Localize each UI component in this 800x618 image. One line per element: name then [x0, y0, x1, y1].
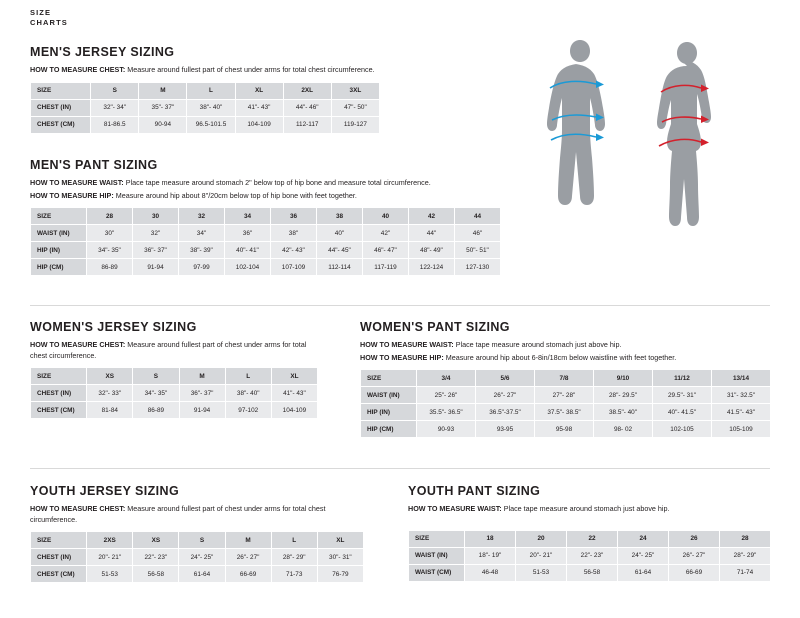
table-cell: 104-109 [271, 402, 317, 419]
table-cell: 34"- 35" [133, 385, 179, 402]
table-column-header: 44 [455, 208, 501, 225]
table-cell: 90-93 [417, 421, 476, 438]
table-cell: 66-69 [669, 564, 720, 581]
table-column-header: 28 [87, 208, 133, 225]
table-cell: 56-58 [567, 564, 618, 581]
table-cell: 46" [455, 225, 501, 242]
table-column-header: 42 [409, 208, 455, 225]
table-cell: 81-86.5 [91, 116, 139, 133]
table-header-row [361, 370, 771, 387]
howto-text: Measure around fullest part of chest under arms for total chest circumference. [30, 340, 307, 360]
section-youth-jersey-sizing [30, 484, 370, 583]
table-column-header: 2XS [87, 532, 133, 549]
table-cell: 95-98 [535, 421, 594, 438]
table-row [31, 116, 380, 133]
table-cell: 41.5"- 43" [712, 404, 771, 421]
table-row-header: CHEST (CM) [31, 402, 87, 419]
table-column-header: L [187, 82, 235, 99]
table-cell: 51-53 [516, 564, 567, 581]
table-row-header: HIP (CM) [31, 259, 87, 276]
table-cell: 98- 02 [594, 421, 653, 438]
howto-label: HOW TO MEASURE HIP: [360, 352, 444, 362]
howto-label: HOW TO MEASURE WAIST: [408, 504, 502, 513]
table-cell: 30" [87, 225, 133, 242]
male-body-diagram [547, 40, 605, 205]
howto-text: Place tape measure around stomach just above hip. [501, 504, 670, 513]
table-cell: 31"- 32.5" [712, 387, 771, 404]
table-cell: 40"- 41" [225, 242, 271, 259]
table-column-header: XL [317, 532, 363, 549]
table-column-header: 7/8 [535, 370, 594, 387]
table-row-header: WAIST (IN) [31, 225, 87, 242]
table-row-header: WAIST (IN) [409, 547, 465, 564]
table-row-header: HIP (CM) [361, 421, 417, 438]
table-column-header: 28 [720, 530, 771, 547]
table-cell: 38" [271, 225, 317, 242]
table-header-row [31, 532, 364, 549]
howto-label: HOW TO MEASURE CHEST: [30, 340, 126, 349]
section-mens-pant-sizing [30, 158, 530, 276]
table-cell: 32"- 34" [91, 99, 139, 116]
table-header-row [409, 530, 771, 547]
table-column-header: 32 [179, 208, 225, 225]
table-cell: 36"- 37" [179, 385, 225, 402]
table-cell: 36" [225, 225, 271, 242]
mens-pant-table [30, 207, 501, 276]
table-cell: 28"- 29.5" [594, 387, 653, 404]
table-cell: 44" [409, 225, 455, 242]
table-cell: 97-102 [225, 402, 271, 419]
table-cell: 51-53 [87, 566, 133, 583]
section-womens-pant-sizing [360, 320, 770, 438]
section-heading: MEN'S PANT SIZING [30, 158, 158, 172]
table-column-header: 36 [271, 208, 317, 225]
table-column-header: XS [133, 532, 179, 549]
table-cell: 46-48 [465, 564, 516, 581]
table-cell: 30"- 31" [317, 549, 363, 566]
male-chest-arrowhead [596, 81, 604, 89]
table-cell: 86-89 [87, 259, 133, 276]
table-cell: 44"- 46" [283, 99, 331, 116]
table-row [31, 549, 364, 566]
table-column-header: 3XL [331, 82, 379, 99]
table-cell: 37.5"- 38.5" [535, 404, 594, 421]
page-title [30, 8, 68, 28]
table-row [361, 387, 771, 404]
table-cell: 27"- 28" [535, 387, 594, 404]
table-cell: 119-127 [331, 116, 379, 133]
howto-measure-waist [408, 504, 770, 515]
howto-label: HOW TO MEASURE CHEST: [30, 504, 126, 513]
table-column-header: 40 [363, 208, 409, 225]
table-row [31, 385, 318, 402]
table-cell: 26"- 27" [225, 549, 271, 566]
table-cell: 105-109 [712, 421, 771, 438]
table-cell: 29.5"- 31" [653, 387, 712, 404]
table-cell: 48"- 49" [409, 242, 455, 259]
table-cell: 42"- 43" [271, 242, 317, 259]
section-heading: WOMEN'S JERSEY SIZING [30, 320, 197, 334]
table-row [361, 421, 771, 438]
table-row-header: WAIST (CM) [409, 564, 465, 581]
section-womens-jersey-sizing [30, 320, 330, 419]
table-row [409, 547, 771, 564]
table-cell: 71-74 [720, 564, 771, 581]
youth-jersey-table [30, 531, 364, 583]
table-cell: 71-73 [271, 566, 317, 583]
table-cell: 34" [179, 225, 225, 242]
table-column-header: 34 [225, 208, 271, 225]
table-cell: 56-58 [133, 566, 179, 583]
howto-text: Place tape measure around stomach 2" below top of hip bone and measure total circumference. [123, 178, 431, 187]
table-cell: 112-117 [283, 116, 331, 133]
table-corner-label: SIZE [31, 82, 91, 99]
table-cell: 90-94 [139, 116, 187, 133]
table-column-header: L [225, 368, 271, 385]
table-column-header: M [179, 368, 225, 385]
table-cell: 20"- 21" [87, 549, 133, 566]
howto-text: Measure around hip about 8"/20cm below top of hip bone with feet together. [113, 190, 357, 200]
section-heading: MEN'S JERSEY SIZING [30, 45, 175, 59]
table-cell: 112-114 [317, 259, 363, 276]
table-cell: 66-69 [225, 566, 271, 583]
table-cell: 38"- 40" [187, 99, 235, 116]
table-cell: 40"- 41.5" [653, 404, 712, 421]
section-heading: YOUTH JERSEY SIZING [30, 484, 180, 498]
table-column-header: 24 [618, 530, 669, 547]
table-column-header: 22 [567, 530, 618, 547]
howto-text: Measure around fullest part of chest under arms for total chest circumference. [30, 504, 326, 524]
table-column-header: XS [87, 368, 133, 385]
table-column-header: L [271, 532, 317, 549]
table-column-header: M [139, 82, 187, 99]
table-corner-label: SIZE [409, 530, 465, 547]
howto-measure-waist [360, 340, 770, 351]
table-cell: 102-105 [653, 421, 712, 438]
section-divider [30, 305, 770, 306]
table-cell: 22"- 23" [133, 549, 179, 566]
section-youth-pant-sizing [408, 484, 770, 582]
table-cell: 24"- 25" [618, 547, 669, 564]
section-heading: WOMEN'S PANT SIZING [360, 320, 510, 334]
table-cell: 42" [363, 225, 409, 242]
youth-pant-table [408, 530, 771, 582]
table-cell: 117-119 [363, 259, 409, 276]
table-column-header: S [179, 532, 225, 549]
table-column-header: 20 [516, 530, 567, 547]
table-cell: 41"- 43" [271, 385, 317, 402]
table-cell: 25"- 26" [417, 387, 476, 404]
table-cell: 22"- 23" [567, 547, 618, 564]
howto-label: HOW TO MEASURE WAIST: [30, 178, 124, 187]
table-cell: 32" [133, 225, 179, 242]
section-divider [30, 468, 770, 469]
table-row [409, 564, 771, 581]
howto-measure-chest [30, 340, 312, 361]
mens-jersey-table [30, 82, 380, 134]
table-row [31, 402, 318, 419]
table-column-header: S [91, 82, 139, 99]
table-header-row [31, 368, 318, 385]
howto-measure-hip [30, 191, 530, 202]
table-cell: 93-95 [476, 421, 535, 438]
howto-measure-waist [30, 178, 530, 189]
table-row [31, 566, 364, 583]
table-column-header: 5/6 [476, 370, 535, 387]
howto-measure-chest [30, 504, 362, 525]
table-corner-label: SIZE [31, 208, 87, 225]
table-row-header: HIP (IN) [31, 242, 87, 259]
table-row-header: CHEST (IN) [31, 99, 91, 116]
table-cell: 38.5"- 40" [594, 404, 653, 421]
womens-pant-table [360, 369, 771, 438]
table-column-header: 13/14 [712, 370, 771, 387]
table-header-row [31, 208, 501, 225]
table-column-header: 2XL [283, 82, 331, 99]
table-column-header: 38 [317, 208, 363, 225]
page-title-line1: SIZE [30, 8, 52, 17]
table-cell: 91-94 [179, 402, 225, 419]
table-row [31, 99, 380, 116]
howto-label: HOW TO MEASURE HIP: [30, 190, 114, 200]
section-heading: YOUTH PANT SIZING [408, 484, 541, 498]
table-row-header: CHEST (CM) [31, 566, 87, 583]
female-hip-arrowhead [701, 139, 709, 147]
table-cell: 81-84 [87, 402, 133, 419]
table-cell: 96.5-101.5 [187, 116, 235, 133]
table-column-header: XL [235, 82, 283, 99]
howto-label: HOW TO MEASURE WAIST: [360, 340, 454, 349]
table-cell: 50"- 51" [455, 242, 501, 259]
howto-measure-hip [360, 353, 770, 364]
table-cell: 38"- 40" [225, 385, 271, 402]
howto-label: HOW TO MEASURE CHEST: [30, 65, 126, 74]
table-cell: 86-89 [133, 402, 179, 419]
table-column-header: 30 [133, 208, 179, 225]
table-row-header: CHEST (IN) [31, 385, 87, 402]
table-cell: 20"- 21" [516, 547, 567, 564]
table-cell: 24"- 25" [179, 549, 225, 566]
table-column-header: 9/10 [594, 370, 653, 387]
table-corner-label: SIZE [31, 368, 87, 385]
table-column-header: M [225, 532, 271, 549]
table-row-header: CHEST (CM) [31, 116, 91, 133]
table-cell: 36"- 37" [133, 242, 179, 259]
table-cell: 36.5"-37.5" [476, 404, 535, 421]
table-cell: 44"- 45" [317, 242, 363, 259]
table-row-header: CHEST (IN) [31, 549, 87, 566]
table-cell: 122-124 [409, 259, 455, 276]
howto-text: Place tape measure around stomach just above hip. [453, 340, 622, 349]
table-column-header: S [133, 368, 179, 385]
table-cell: 104-109 [235, 116, 283, 133]
table-cell: 61-64 [618, 564, 669, 581]
table-row [361, 404, 771, 421]
table-column-header: 18 [465, 530, 516, 547]
section-mens-jersey-sizing [30, 45, 530, 134]
table-cell: 38"- 39" [179, 242, 225, 259]
male-hip-arrowhead [596, 134, 604, 142]
table-cell: 107-109 [271, 259, 317, 276]
table-cell: 127-130 [455, 259, 501, 276]
table-column-header: 11/12 [653, 370, 712, 387]
table-cell: 40" [317, 225, 363, 242]
table-row [31, 259, 501, 276]
female-body-diagram [657, 42, 711, 226]
table-cell: 32"- 33" [87, 385, 133, 402]
table-cell: 47"- 50" [331, 99, 379, 116]
table-cell: 35.5"- 36.5" [417, 404, 476, 421]
howto-text: Measure around hip about 6-8in/18cm below waistline with feet together. [443, 352, 677, 362]
table-cell: 97-99 [179, 259, 225, 276]
page-title-line2: CHARTS [30, 18, 68, 27]
table-cell: 61-64 [179, 566, 225, 583]
table-cell: 46"- 47" [363, 242, 409, 259]
table-cell: 102-104 [225, 259, 271, 276]
table-cell: 91-94 [133, 259, 179, 276]
howto-text: Measure around fullest part of chest under arms for total chest circumference. [125, 65, 375, 74]
table-cell: 28"- 29" [271, 549, 317, 566]
table-row [31, 225, 501, 242]
table-cell: 76-79 [317, 566, 363, 583]
body-measurement-figures [520, 28, 780, 288]
table-column-header: XL [271, 368, 317, 385]
table-header-row [31, 82, 380, 99]
table-column-header: 26 [669, 530, 720, 547]
table-row-header: WAIST (IN) [361, 387, 417, 404]
table-cell: 26"- 27" [476, 387, 535, 404]
table-cell: 34"- 35" [87, 242, 133, 259]
table-row-header: HIP (IN) [361, 404, 417, 421]
table-cell: 35"- 37" [139, 99, 187, 116]
table-cell: 26"- 27" [669, 547, 720, 564]
table-column-header: 3/4 [417, 370, 476, 387]
table-cell: 41"- 43" [235, 99, 283, 116]
howto-measure-chest [30, 65, 530, 76]
table-corner-label: SIZE [31, 532, 87, 549]
table-cell: 28"- 29" [720, 547, 771, 564]
womens-jersey-table [30, 367, 318, 419]
table-corner-label: SIZE [361, 370, 417, 387]
table-row [31, 242, 501, 259]
table-cell: 18"- 19" [465, 547, 516, 564]
